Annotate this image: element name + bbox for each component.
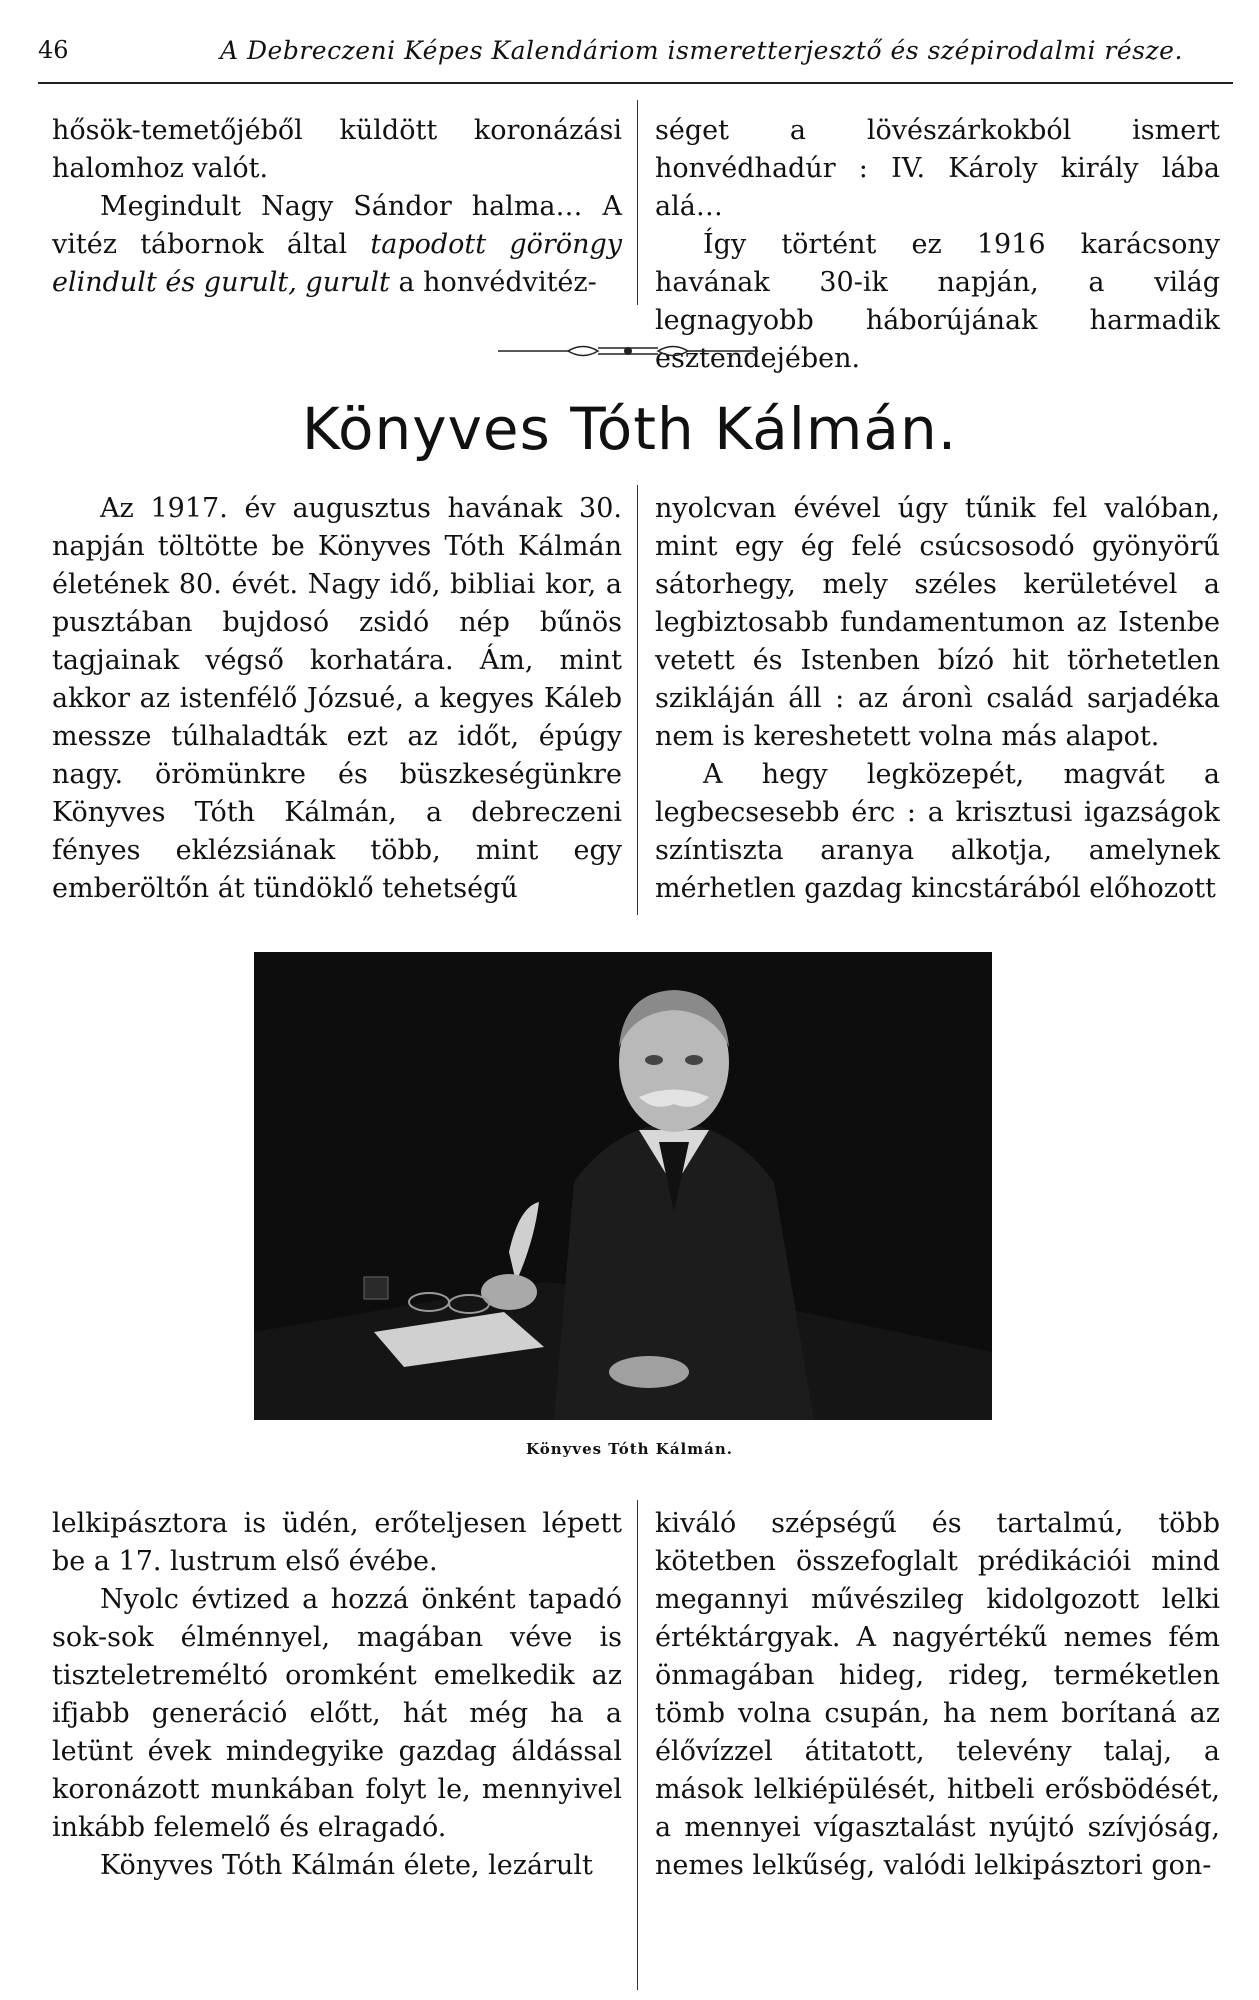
- text-run: Könyves Tóth Kálmán élete, lezárult: [100, 1850, 593, 1881]
- paragraph: [655, 756, 1220, 908]
- article-column-right-2: [655, 1505, 1220, 1885]
- text-run: séget a lövészárkokból ismert honvédhadúr : IV. Károly király lába alá…: [655, 115, 1220, 222]
- text-run: Megindult Nagy Sándor halma… A vitéz tábornok által: [52, 191, 622, 260]
- text-run: lelkipásztora is üdén, erőteljesen lépett be a 17. lustrum első évébe.: [52, 1508, 622, 1577]
- paragraph: [655, 1505, 1220, 1885]
- article-column-left-2: [52, 1505, 622, 1885]
- column-divider: [637, 485, 638, 915]
- text-run: Így történt ez 1916 karácsony havának 30-ik napján, a világ legnagyobb háborújának harmadik esztendejében.: [655, 229, 1220, 374]
- article-column-right-1: [655, 490, 1220, 908]
- intro-column-right: [655, 112, 1220, 378]
- portrait-photo: [254, 952, 992, 1420]
- photo-caption: Könyves Tóth Kálmán.: [526, 1440, 733, 1458]
- column-divider: [637, 100, 638, 305]
- article-title: Könyves Tóth Kálmán.: [301, 395, 958, 463]
- header-rule: [38, 82, 1233, 84]
- page-number: 46: [38, 36, 69, 64]
- paragraph: [52, 1581, 622, 1847]
- paragraph: [52, 490, 622, 908]
- column-divider: [637, 1500, 638, 1990]
- ornament-divider-icon: [498, 340, 758, 362]
- paragraph: [52, 112, 622, 188]
- text-run: A hegy legközepét, magvát a legbecsesebb érc : a krisztusi igazságok színtiszta aranya alkotja, amelynek mérhetlen gazdag kincstárából előhozott: [655, 759, 1220, 904]
- italic-text: tapodott göröngy elindult és gurult, gurult: [52, 229, 623, 298]
- paragraph: [655, 490, 1220, 756]
- article-column-left-1: [52, 490, 622, 908]
- text-run: hősök-temetőjéből küldött koronázási halomhoz valót.: [52, 115, 622, 184]
- text-run: Az 1917. év augusztus havának 30. napján töltötte be Könyves Tóth Kálmán életének 80. évét. Nagy idő, bibliai kor, a pusztában bujdosó zsidó nép bűnös tagjainak végső korhatára. Ám, mint akkor az istenfélő Józsué, a kegyes Káleb messze túlhaladták ezt az időt, épúgy nagy. örömünkre és büszkeségünkre Könyves Tóth Kálmán, a debreczeni fényes eklézsiának több, mint egy emberöltőn át tündöklő tehetségű: [52, 493, 622, 904]
- text-run: Nyolc évtized a hozzá önként tapadó sok-sok élménnyel, magában véve is tiszteletreméltó oromként emelkedik az ifjabb generáció előtt, hát még ha a letünt évek mindegyike gazdag áldással koronázott munkában folyt le, mennyivel inkább felemelő és elragadó.: [52, 1584, 622, 1843]
- paragraph: [52, 188, 622, 302]
- text-run: a honvédvitéz-: [389, 267, 597, 298]
- text-run: kiváló szépségű és tartalmú, több kötetben összefoglalt prédikációi mind megannyi művészileg kidolgozott lelki értéktárgyak. A nagyértékű nemes fém önmagában hideg, rideg, terméketlen tömb volna csupán, ha nem borítaná az élővízzel átitatott, televény talaj, a mások lelkiépülését, hitbeli erősbödését, a mennyei vígasztalást nyújtó szívjóság, nemes lelkűség, valódi lelkipásztori gon-: [655, 1508, 1220, 1881]
- running-header: [38, 36, 1233, 80]
- paragraph: [52, 1505, 622, 1581]
- intro-column-left: [52, 112, 622, 302]
- text-run: nyolcvan évével úgy tűnik fel valóban, mint egy ég felé csúcsosodó gyönyörű sátorhegy, mely széles kerületével a legbiztosabb fundamentumon az Istenbe vetett és Istenben bízó hit törhetetlen szikláján áll : az áronì család sarjadéka nem is kereshetett volna más alapot.: [655, 493, 1220, 752]
- paragraph: [655, 112, 1220, 226]
- paragraph: [52, 1847, 622, 1885]
- running-title: A Debreczeni Képes Kalendáriom ismeretterjesztő és szépirodalmi része.: [220, 36, 1183, 65]
